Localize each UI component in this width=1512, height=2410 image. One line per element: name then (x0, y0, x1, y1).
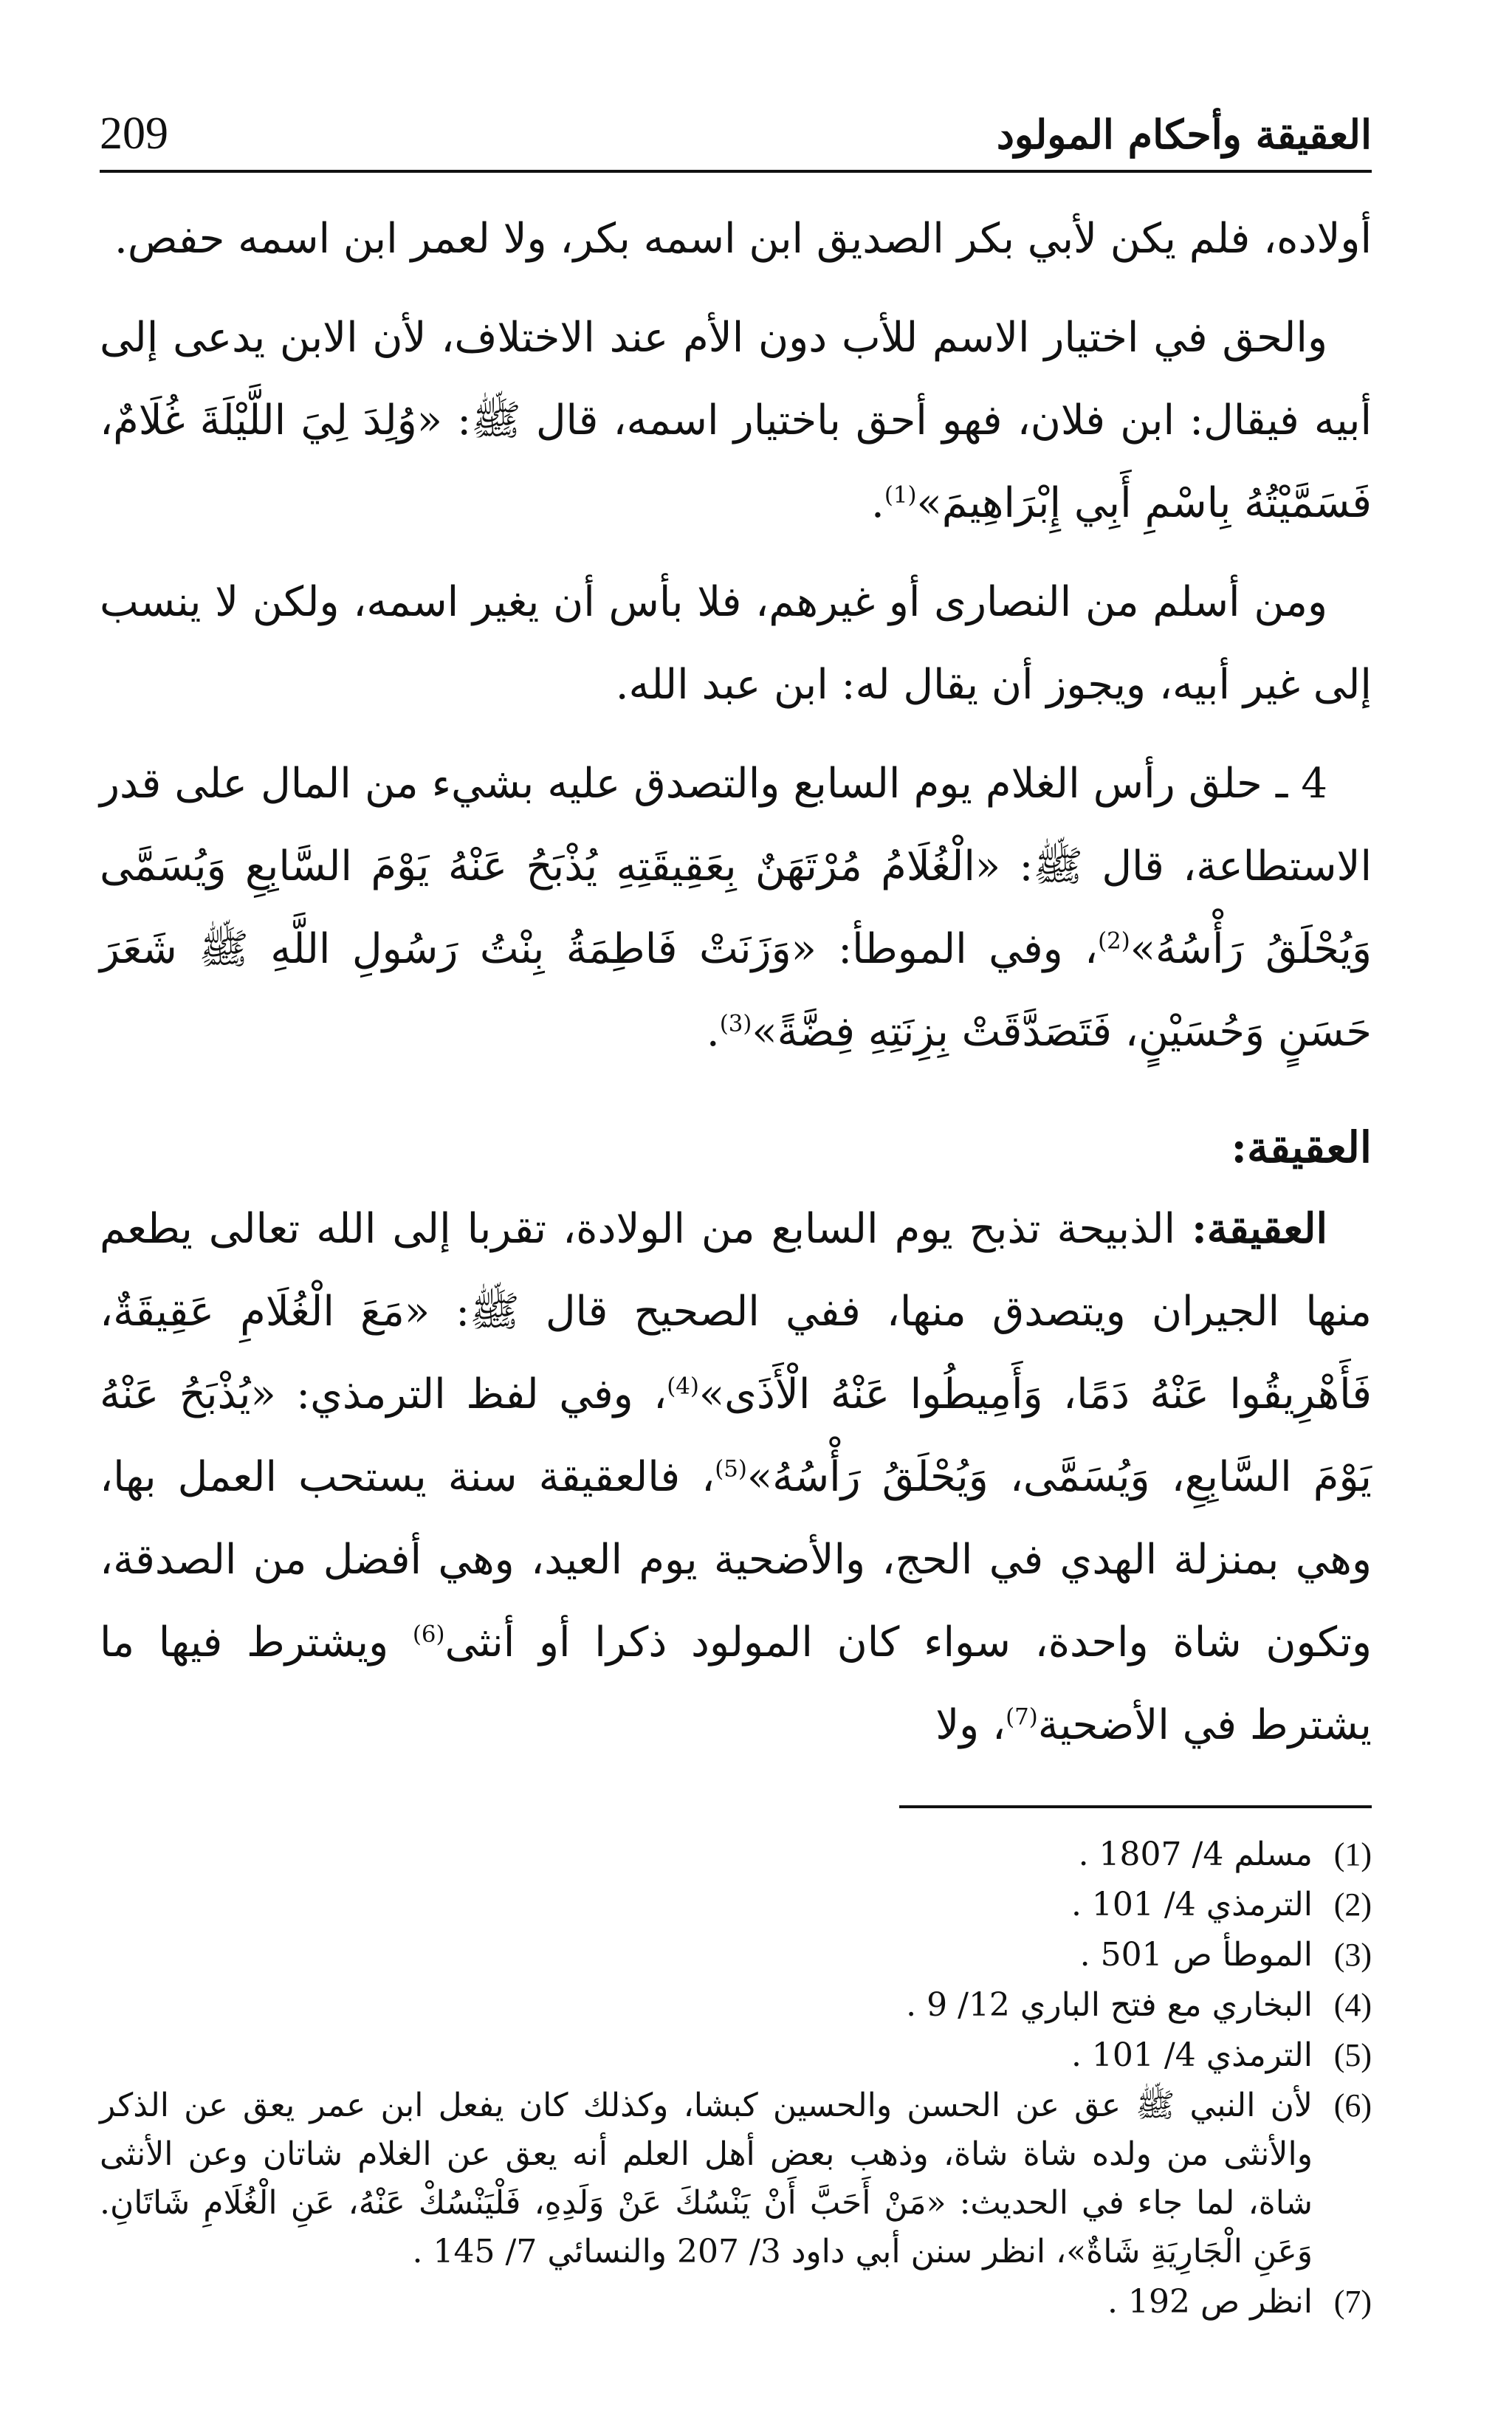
footnote-number: (4) (1333, 1987, 1372, 2023)
main-text (100, 198, 1372, 1767)
footnote-text: الموطأ ص 501 . (1079, 1936, 1313, 1974)
paragraph-text: أولاده، فلم يكن لأبي بكر الصديق ابن اسمه بكر، ولا لعمر ابن اسمه حفص. (114, 215, 1372, 263)
footnote-ref-5[interactable]: (5) (715, 1455, 747, 1483)
footnote-divider (899, 1805, 1372, 1808)
paragraph-4 (100, 743, 1372, 1074)
footnote-ref-6[interactable]: (6) (412, 1621, 445, 1648)
footnote-7 (100, 2278, 1372, 2327)
paragraph-3 (100, 561, 1372, 727)
footnote-number: (6) (1333, 2087, 1372, 2124)
footnote-ref-7[interactable]: (7) (1006, 1703, 1038, 1731)
footnote-ref-2[interactable]: (2) (1098, 927, 1130, 955)
page-number: 209 (100, 109, 168, 159)
footnote-number: (5) (1333, 2037, 1372, 2073)
defined-term: العقيقة: (1192, 1204, 1327, 1253)
footnote-6 (100, 2081, 1372, 2276)
footnote-text: لأن النبي ﷺ عق عن الحسن والحسين كبشا، وكذلك كان يفعل ابن عمر يعق عن الذكر والأنثى من ولده شاة شاة، وذهب بعض أهل العلم أنه يعق عن الغلام شاتان وعن الأنثى شاة، لما جاء في الحديث: «مَنْ أَحَبَّ أَنْ يَنْسُكَ عَنْ وَلَدِهِ، فَلْيَنْسُكْ عَنْهُ، عَنِ الْغُلَامِ شَاتَانِ. وَعَنِ الْجَارِيَةِ شَاةٌ»، انظر سنن أبي داود 3/ 207 والنسائي 7/ 145 . (100, 2087, 1313, 2270)
footnote-text: انظر ص 192 . (1107, 2283, 1313, 2321)
paragraph-text: ، وفي لفظ الترمذي: «يُذْبَحُ عَنْهُ يَوْمَ السَّابِعِ، وَيُسَمَّى، وَيُحْلَقُ رَأْسُهُ» (100, 1370, 1372, 1501)
footnotes (100, 1830, 1372, 2327)
footnote-number: (1) (1333, 1836, 1372, 1872)
footnote-ref-3[interactable]: (3) (719, 1010, 752, 1037)
footnote-number: (7) (1333, 2284, 1372, 2320)
running-title: العقيقة وأحكام المولود (996, 111, 1372, 158)
paragraph-text: ، فالعقيقة سنة يستحب العمل بها، وهي بمنزلة الهدي في الحج، والأضحية يوم العيد، وهي أفضل من الصدقة، وتكون شاة واحدة، سواء كان المولود ذكرا أو أنثى (100, 1453, 1372, 1666)
footnote-text: الترمذي 4/ 101 . (1071, 2036, 1313, 2074)
footnote-ref-4[interactable]: (4) (667, 1373, 699, 1400)
section-heading: العقيقة: (1231, 1122, 1372, 1173)
footnote-text: البخاري مع فتح الباري 12/ 9 . (906, 1986, 1313, 2024)
paragraph-text: ومن أسلم من النصارى أو غيرهم، فلا بأس أن يغير اسمه، ولكن لا ينسب إلى غير أبيه، ويجوز أن يقال له: ابن عبد الله. (100, 578, 1372, 709)
footnote-1 (100, 1830, 1372, 1879)
paragraph-2 (100, 297, 1372, 545)
footnote-4 (100, 1981, 1372, 2030)
paragraph-5 (100, 1187, 1372, 1767)
footnote-number: (3) (1333, 1937, 1372, 1973)
paragraph-tail: . (871, 479, 884, 527)
paragraph-text: الذبيحة تذبح يوم السابع من الولادة، تقربا إلى الله تعالى يطعم منها الجيران ويتصدق منها، ففي الصحيح قال ﷺ: «مَعَ الْغُلَامِ عَقِيقَةٌ، فَأَهْرِيقُوا عَنْهُ دَمًا، وَأَمِيطُوا عَنْهُ الْأَذَى» (100, 1205, 1372, 1418)
footnote-2 (100, 1881, 1372, 1929)
paragraph-text: 4 ـ حلق رأس الغلام يوم السابع والتصدق عليه بشيء من المال على قدر الاستطاعة، قال ﷺ: «الْغُلَامُ مُرْتَهَنٌ بِعَقِيقَتِهِ يُذْبَحُ عَنْهُ يَوْمَ السَّابِعِ وَيُسَمَّى وَيُحْلَقُ رَأْسُهُ» (100, 760, 1372, 973)
paragraph-tail: . (706, 1008, 720, 1056)
page-header (100, 89, 1372, 173)
footnote-3 (100, 1931, 1372, 1980)
paragraph-text: ، وفي الموطأ: «وَزَنَتْ فَاطِمَةُ بِنْتُ رَسُولِ اللَّهِ ﷺ شَعَرَ حَسَنٍ وَحُسَيْنٍ، فَتَصَدَّقَتْ بِزِنَتِهِ فِضَّةً» (100, 925, 1372, 1056)
paragraph-text: ، ولا (935, 1701, 1006, 1749)
footnote-text: الترمذي 4/ 101 . (1071, 1886, 1313, 1923)
footnote-ref-1[interactable]: (1) (884, 481, 917, 509)
paragraph-text: والحق في اختيار الاسم للأب دون الأم عند الاختلاف، لأن الابن يدعى إلى أبيه فيقال: ابن فلان، فهو أحق باختيار اسمه، قال ﷺ: «وُلِدَ لِيَ اللَّيْلَةَ غُلَامٌ، فَسَمَّيْتُهُ بِاسْمِ أَبِي إِبْرَاهِيمَ» (100, 314, 1372, 527)
footnote-5 (100, 2031, 1372, 2080)
paragraph-1 (100, 198, 1372, 281)
footnote-number: (2) (1333, 1887, 1372, 1923)
paragraph-text: ويشترط فيها ما يشترط في الأضحية (100, 1618, 1372, 1749)
footnote-text: مسلم 4/ 1807 . (1078, 1836, 1313, 1873)
